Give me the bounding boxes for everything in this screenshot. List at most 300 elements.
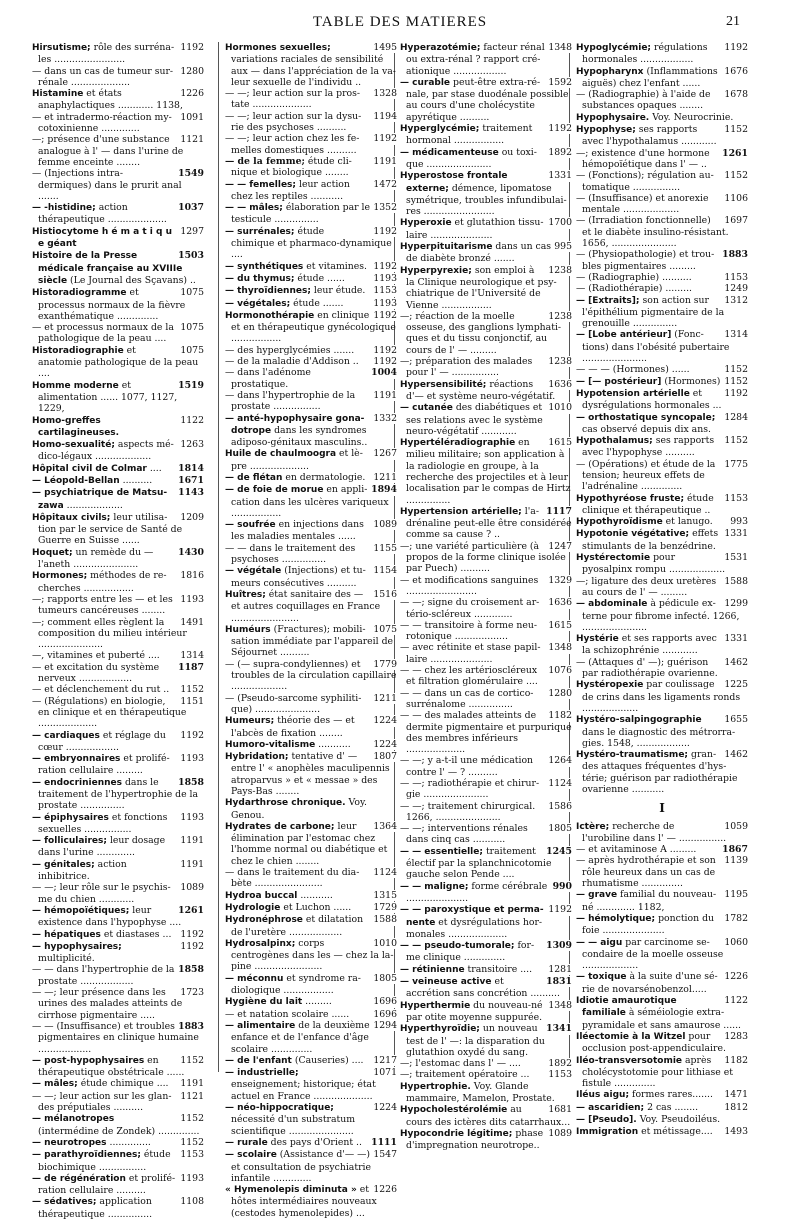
entry-headword: Hyperpituitarisme [400,242,493,253]
entry-headword: Hyperazotémie; [400,43,481,53]
entry-page-ref: 1224 [370,715,397,726]
index-entry [225,1067,397,1102]
entry-page-ref: 1155 [370,543,397,554]
index-entry [225,42,397,88]
entry-text: enseignement; historique; état actuel en France .................... [231,1079,376,1102]
entry-text: — —; signe du croisement artério-scléreux ............. [400,597,540,620]
entry-headword: Immigration [576,1127,639,1138]
index-entry [32,487,204,512]
entry-text: action inhibitrice. [38,858,127,883]
index-entry [32,1113,204,1137]
entry-text: et alimentation ...... 1077, 1127, 1229, [38,379,178,415]
entry-headword: — scolaire [225,1150,277,1161]
entry-text: —; présence d'une substance analogue à l' — dans l'urine de femme enceinte ........ [32,134,184,168]
entry-page-ref: 1247 [545,541,572,552]
entry-page-ref: 1211 [370,693,397,704]
entry-text: par coulissage de crins dans les ligaments ronds ................... [582,679,741,714]
entry-page-ref: 1060 [721,937,748,948]
index-entry [400,904,572,940]
entry-page-ref: 1892 [545,147,572,158]
entry-text: — — dans le traitement des psychoses ............... [225,542,356,566]
index-entry [576,215,748,249]
entry-page-ref: 1831 [543,976,572,987]
entry-headword: — hémopoïétiques; [32,905,130,916]
index-entry [576,844,748,855]
entry-headword: — épiphysaires [32,812,109,823]
entry-headword: — — femelles; [225,179,296,190]
entry-page-ref: 1805 [545,823,572,834]
index-entry [32,696,204,730]
entry-page-ref: 1004 [368,367,397,378]
index-entry [400,437,572,506]
entry-page-ref: 1503 [175,250,204,261]
entry-headword: — industrielle; [225,1068,299,1079]
entry-page-ref: 1245 [543,846,572,857]
index-entry [32,439,204,463]
entry-page-ref: 1586 [545,801,572,812]
index-entry [32,1021,204,1055]
index-entry [225,298,397,310]
entry-headword: Hypocondrie légitime; [400,1128,513,1139]
entry-page-ref: 1121 [177,134,204,145]
entry-text: traitement hormonal ................. [406,123,533,147]
entry-headword: Huméurs [225,624,271,635]
entry-text: à la suite d'une série de novarsénobenzol..... [582,971,718,995]
entry-text: cas observé depuis dix ans. [582,423,711,435]
index-entry [576,1114,748,1126]
entry-page-ref: 1191 [370,390,397,401]
entry-headword: Hoquet; [32,547,73,558]
index-entry [225,1137,397,1149]
entry-text: leur élimination par l'estomac chez l'homme normal ou diabétique et chez le chien ........ [231,820,388,867]
entry-text: ......... [305,996,332,1008]
entry-page-ref: 1314 [721,329,748,340]
entry-page-ref: 1267 [370,448,397,459]
entry-page-ref: 1615 [545,437,572,448]
entry-page-ref: 1193 [177,594,204,605]
index-entry [225,156,397,179]
index-entry [225,797,397,821]
entry-headword: — alimentaire [225,1020,296,1031]
entry-text: (Fonctions) dans l'obésité pubertaire ...................... [582,329,730,365]
entry-page-ref: 1696 [370,996,397,1007]
index-entry [225,890,397,902]
entry-page-ref: 1782 [721,913,748,924]
entry-page-ref: 1495 [370,42,397,53]
index-entry [400,77,572,123]
entry-page-ref: 1341 [543,1023,572,1034]
index-entry [400,541,572,575]
entry-page-ref: 1191 [370,156,397,167]
entry-text: ses rapports avec l'hypothalamus ............ [582,124,717,148]
index-entry [32,835,204,859]
index-entry [576,995,748,1031]
index-entry [225,1102,397,1137]
entry-text: rôle des surrénales ........................ [38,42,175,66]
entry-headword: Hypertension artérielle; [400,506,522,517]
entry-page-ref: 1152 [721,435,748,446]
entry-headword: Hygiène du lait [225,997,303,1008]
index-entry [32,66,204,89]
entry-page-ref: 1858 [175,777,204,788]
entry-page-ref: 1314 [177,650,204,661]
entry-text: — —; leur action sur la dysurie des psychoses .......... [225,110,362,134]
entry-text: — — — (Hormones) ...... [576,364,690,376]
index-entry [225,1149,397,1184]
index-entry [225,821,397,867]
entry-headword: Hypophyse; [576,125,636,136]
entry-text: —; une variété particulière (à propos de la forme clinique isolée par Puech) .......... [400,540,566,575]
entry-page-ref: 1238 [545,265,572,276]
index-entry [400,1023,572,1058]
index-entry [32,570,204,594]
entry-page-ref: 1364 [370,821,397,832]
entry-page-ref: 1143 [175,487,204,498]
entry-text: — (Pseudo-sarcome syphilitique) ...................... [225,692,362,715]
entry-headword: — toxique [576,972,627,983]
entry-text: — —; leur action sur la prostate .................... [225,88,361,111]
entry-page-ref: 1192 [721,388,748,399]
entry-headword: — thyroïdiennes; [225,286,311,297]
entry-text: et états anaphylactiques ............ 1138, [38,88,183,112]
entry-text: ................... [66,499,123,511]
entry-text: —; l'estomac dans l' — .... [400,1058,521,1070]
index-entry [400,42,572,77]
entry-headword: Hystérectomie [576,553,651,564]
index-entry [576,89,748,112]
entry-text: et réglage du cœur .................. [38,729,166,753]
entry-page-ref: 1331 [721,633,748,644]
entry-text: et prolifération cellulaire ......... [38,753,170,777]
index-entry [576,1102,748,1114]
index-entry [576,170,748,193]
entry-text: (Le Journal des Sçavans) .. [70,274,196,286]
index-entry [400,506,572,541]
index-entry [400,665,572,688]
index-entry [225,448,397,472]
entry-page-ref: 1154 [370,565,397,576]
entry-headword: — neurotropes [32,1137,107,1148]
entry-page-ref: 1238 [545,356,572,367]
index-entry [225,1184,397,1219]
entry-text: à séméiologie extra-pyramidale et sans amaurose ...... [582,1007,742,1031]
entry-page-ref: 1153 [177,1149,204,1160]
index-entry [225,133,397,156]
entry-headword: — — pseudo-tumorale; [400,941,515,952]
entry-page-ref: 1655 [721,714,748,725]
entry-text: — —; leur action chez les femelles domestiques .......... [225,133,360,156]
entry-page-ref: 1075 [177,287,204,298]
entry-headword: — rétinienne [400,964,465,975]
entry-headword: — — aigu [576,937,623,948]
index-column-4 [576,42,748,1138]
entry-page-ref: 1636 [545,379,572,390]
entry-text: — dans l'hypertrophie de la prostate ................ [225,389,356,413]
entry-text: —; existence d'une hormone hémopoïétique dans l' — .. [576,147,710,170]
entry-text: élaboration par le testicule ............... [231,202,371,226]
entry-page-ref: 1059 [721,821,748,832]
entry-headword: — endocriniennes [32,777,122,788]
index-column-3 [400,42,572,1152]
index-entry [576,1126,748,1138]
entry-page-ref: 1191 [177,859,204,870]
entry-text: corps centrogènes dans les — chez la lapine ....................... [231,937,394,973]
entry-headword: Hydrates de carbone; [225,821,335,832]
entry-headword: — anté-hypophysaire gonadotrope [225,413,365,436]
entry-page-ref: 1867 [719,844,748,855]
entry-page-ref: 1152 [721,364,748,375]
entry-headword: Hydrologie [225,902,281,913]
entry-text: nécessité d'un substratum scientifique ...................... [231,1114,356,1137]
entry-page-ref: 1261 [719,148,748,159]
entry-page-ref: 1192 [370,356,397,367]
entry-headword: — soufrée [225,520,276,531]
entry-text: étude chimique .... [80,1078,169,1090]
entry-page-ref: 1697 [721,215,748,226]
entry-text: — (Radiothérapie) ......... [576,283,692,295]
entry-headword: Hystérie [576,634,619,645]
entry-text: dans le traitement de l'hypertrophie de la prostate ............... [38,776,199,812]
entry-page-ref: 1111 [368,1137,397,1148]
index-entry [400,379,572,403]
entry-headword: — hémolytique; [576,913,656,924]
index-entry [400,217,572,241]
index-entry [225,226,397,261]
index-entry [225,179,397,203]
index-entry [32,202,204,226]
entry-page-ref: 1224 [370,1102,397,1113]
entry-headword: Hyperostose frontale externe; [400,171,508,194]
index-entry [576,193,748,216]
entry-page-ref: 1182 [545,710,572,721]
entry-text: — avec rétinite et stase papillaire ..................... [400,642,541,665]
entry-page-ref: 1592 [545,77,572,88]
entry-text: (Hormones) [664,375,721,387]
entry-text: et lanugo. [665,516,713,528]
entry-page-ref: 1225 [721,679,748,690]
entry-text: par carcinome secondaire de la moelle osseuse ................... [582,936,724,972]
index-entry [32,1055,204,1079]
index-entry [576,435,748,459]
entry-page-ref: 1191 [177,835,204,846]
entry-page-ref: 1075 [370,624,397,635]
index-entry [400,311,572,356]
page-number: 21 [726,14,740,29]
entry-text: traitement électif par la splanchnicotomie gauche selon Pende .... [406,845,552,881]
entry-text: un nouveau test de l' —: la disparation du glutathion oxydé du sang. [406,1023,545,1058]
entry-page-ref: 1151 [177,696,204,707]
entry-text: et hôtes intermédiaires nouveaux (cestodes hymenolepides) ... [231,1184,377,1219]
entry-text: dans les syndromes adiposo-génitaux masculins.. [231,424,368,449]
entry-headword: — folliculaires; [32,836,107,847]
entry-headword: Hypothyréose fruste; [576,493,685,504]
entry-headword: Hirsutisme; [32,43,91,53]
entry-headword: Huîtres; [225,589,266,600]
entry-page-ref: 1075 [177,345,204,356]
index-entry [576,364,748,375]
entry-text: et ses rapports avec la schizophrénie ............ [582,633,717,657]
index-entry [32,168,204,202]
entry-text: l'adrénaline peut-elle être considérée comme sa cause ? .. [406,505,572,541]
index-entry [225,693,397,716]
entry-text: à pédicule externe pour fibrome infecté. 1266, ...................... [582,598,740,633]
entry-page-ref: 1775 [721,459,748,470]
entry-page-ref: 1328 [370,88,397,99]
entry-headword: — orthostatique syncopale; [576,412,716,423]
entry-headword: Hôpital civil de Colmar [32,463,147,474]
entry-text: Voy. Genou. [231,797,367,821]
entry-page-ref: 1671 [175,475,204,486]
entry-page-ref: 1807 [370,751,397,762]
index-entry [576,528,748,552]
index-entry [32,941,204,965]
index-entry [32,1137,204,1149]
entry-text: en milieu militaire; son application à la radiologie en groupe, à la recherche des projectiles et à leur localisation par le compas de Hirtz ............... [406,437,571,506]
entry-text: — —; radiothérapie et chirurgie ...................... [400,778,540,801]
entry-text: .... [149,462,162,474]
index-entry [225,390,397,413]
entry-headword: — [Extraits]; [576,295,640,306]
entry-text: .............. [109,1136,151,1148]
entry-text: dans le diagnostic des métrorragies. 1548, .................. [582,726,736,749]
entry-headword: — végétales; [225,298,291,309]
entry-text: en thérapeutique obstétricale ...... [38,1054,185,1079]
index-entry [32,594,204,617]
entry-text: du nouveau-né par otite moyenne suppurée. [406,999,543,1023]
entry-text: — de la femme; [225,155,305,167]
index-entry [225,902,397,914]
entry-text: des diabétiques et ses relations avec le système neuro-végétatif ............ [406,402,543,437]
index-entry [400,147,572,171]
entry-headword: — sédatives; [32,1197,97,1208]
entry-page-ref: 1331 [545,170,572,181]
index-entry [225,589,397,624]
entry-headword: — — paroxystique et permanente [400,905,544,928]
index-entry [400,642,572,665]
entry-headword: Hormones sexuelles; [225,43,331,53]
entry-text: au cours des ictères dits catarrhaux... [406,1104,571,1128]
index-entry [576,971,748,995]
entry-text: — — chez les artérioscléreux et filtration glomérulaire .... [400,665,538,688]
index-entry [225,938,397,973]
entry-text: son emploi à la Clinique neurologique et psychiatrique de l'Université de Vienne ................. [406,264,557,311]
entry-headword: — médicamenteuse [400,147,499,158]
entry-text: — (Opérations) et étude de la tension; heureux effets de l'adrénaline .............. [576,458,716,493]
entry-headword: — mélanotropes [32,1114,115,1125]
entry-headword: — surrénales; [225,226,295,237]
page-title: TABLE DES MATIERES [312,14,488,30]
index-entry [225,715,397,739]
entry-headword: Hyperglycémie; [400,124,480,135]
entry-text: phase d'impregnation neurotrope.. [406,1127,544,1152]
entry-headword: — grave [576,890,618,901]
entry-page-ref: 1153 [721,493,748,504]
index-entry [400,881,572,905]
entry-page-ref: 1121 [177,1091,204,1102]
index-entry [225,914,397,938]
index-entry [32,662,204,685]
entry-headword: Iléectomie à la Witzel [576,1031,686,1042]
entry-text: et prolifération cellulaire .......... [38,1172,176,1197]
entry-text: et syndrome radiologique ................. [231,972,361,997]
entry-headword: Hormones; [32,571,88,582]
entry-text: aspects médico-légaux ................... [38,439,174,463]
entry-page-ref: 1491 [177,617,204,628]
entry-text: — (Fonctions); régulation automatique ................ [576,170,714,193]
entry-page-ref: 1681 [545,1104,572,1115]
index-entry [225,519,397,543]
entry-text: — — dans un cas de corticosurrénalome ............... [400,687,534,710]
entry-page-ref: 1549 [175,168,204,179]
index-entry [32,905,204,929]
entry-text: transitoire .... [467,963,533,975]
index-entry [400,575,572,598]
entry-text: et dysrégulations hormonales ... [582,387,722,412]
entry-text: leur étude. [313,285,366,297]
entry-page-ref: 1249 [721,283,748,294]
entry-text: —; réaction de la moelle osseuse, des ganglions lymphatiques et du tissu conjonctif, au cours de l' — ......... [400,310,562,356]
entry-text: facteur rénal ou extra-rénal ? rapport créationique .................. [406,42,545,77]
entry-page-ref: 1106 [721,193,748,204]
entry-page-ref: 1297 [177,226,204,237]
entry-text: — —; interventions rénales dans cinq cas ........... [400,823,528,846]
index-entry [576,249,748,272]
entry-headword: — du thymus; [225,273,295,284]
entry-headword: Hybridation; [225,752,289,763]
entry-text: leur existence dans l'hypophyse .... [38,904,182,929]
entry-page-ref: 1238 [545,311,572,322]
entry-page-ref: 1193 [177,753,204,764]
entry-page-ref: 1122 [721,995,748,1006]
entry-text: — après hydrothérapie et son rôle heureux dans un cas de rhumatisme .............. [576,855,716,890]
index-entry [225,202,397,226]
entry-text: — et excitation du système nerveux .................. [32,661,160,685]
entry-headword: Hystéropexie [576,680,644,691]
entry-page-ref: 1108 [177,1196,204,1207]
entry-page-ref: 1192 [545,123,572,134]
entry-headword: Hypotension artérielle [576,388,690,399]
index-entry [576,633,748,657]
entry-page-ref: 1152 [721,124,748,135]
index-entry [32,753,204,777]
entry-page-ref: 1892 [545,1058,572,1069]
entry-text: régulations hormonales .................. [582,42,708,66]
index-entry [32,226,204,251]
index-entry [32,345,204,380]
entry-headword: — néo-hippocratique; [225,1103,334,1114]
entry-page-ref: 1700 [545,217,572,228]
entry-page-ref: 1091 [177,112,204,123]
index-entry [576,112,748,124]
entry-headword: « Hymenolepis diminuta » [225,1185,357,1196]
index-entry [400,356,572,379]
entry-headword: Hypothyroïdisme [576,517,663,528]
entry-page-ref: 1348 [545,642,572,653]
entry-page-ref: 1192 [370,226,397,237]
entry-text: multiplicité. [38,953,95,965]
entry-text: —, vitamines et puberté .... [32,650,160,662]
entry-text: et anatomie pathologique de la peau .... [38,344,199,380]
entry-page-ref: 1193 [177,1173,204,1184]
entry-text: recherche de l'urobiline dans l' — ................ [582,820,727,844]
entry-text: ponction du foie ..................... [582,912,715,937]
entry-text: — (Régulations) en biologie, en clinique et en thérapeutique .................... [32,695,187,730]
entry-page-ref: 1615 [545,620,572,631]
entry-page-ref: 1075 [177,322,204,333]
entry-text: leur dosage dans l'urine ............. [38,835,166,859]
entry-headword: Iléo-transversotomie [576,1055,683,1066]
index-entry [32,617,204,651]
